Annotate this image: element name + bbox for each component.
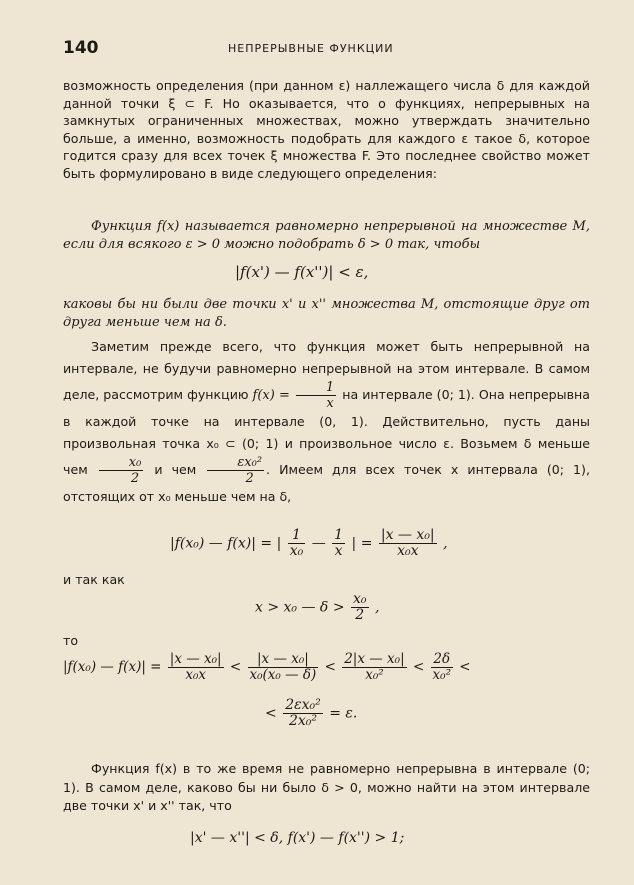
formula-inequality-x <box>255 592 379 623</box>
paragraph-2-text-c: . Имеем для всех точек x интервала (0; 1), отстоящих от x₀ меньше чем на δ, <box>63 462 590 504</box>
formula-estimate-chain <box>63 652 471 683</box>
paragraph-2-text-b: на интервале (0; 1). Она непрерывна в каждой точке на интервале (0, 1). Действительно, пусть даны произвольная точка x₀ ⊂ (0; 1) и произвольное число ε. Возьмем δ меньше чем <box>63 387 590 477</box>
formula-lhs: x > x₀ — δ > <box>255 599 345 616</box>
and-since-text: и так как <box>63 572 125 587</box>
fraction-one-over-x <box>296 380 336 411</box>
fraction-denominator: x <box>326 396 334 411</box>
formula-tail: , <box>374 599 380 616</box>
fraction-numerator: 2εx₀² <box>285 697 321 713</box>
paragraph-3: Функция f(x) в то же время не равномерно непрерывна в интервале (0; 1). В самом деле, каково бы ни было δ > 0, можно найти на этом интервале две точки x' и x'' так, что <box>63 761 590 813</box>
minus-sign: — <box>311 535 326 552</box>
less-than-sign: < <box>412 659 425 675</box>
paragraph-1: возможность определения (при данном ε) наллежащего числа δ для каждой данной точки ξ ⊂ F. Но оказывается, что о функциях, непрерывных на замкнутых ограниченных множествах, можно утверждать значительно больше, а именно, возможность подобрать для каждого ε такое δ, которое годится сразу для всех точек ξ множества F. Это последнее свойство может быть формулировано в виде следующего определения: <box>63 78 590 181</box>
fraction-x0-over-2 <box>99 455 144 486</box>
fraction-abs-over-x0x <box>379 528 437 559</box>
formula-result-epsilon <box>265 698 357 729</box>
page-number: 140 <box>63 38 99 58</box>
definition: Функция f(x) называется равномерно непрерывной на множестве M, если для всякого ε > 0 можно подобрать δ > 0 так, чтобы <box>63 219 590 252</box>
definition-continuation: каковы бы ни были две точки x' и x'' множества M, отстоящие друг от друга меньше чем на δ. <box>63 297 590 330</box>
fraction-x0-over-2 <box>351 592 369 623</box>
fraction-estimate-2 <box>248 652 319 683</box>
fraction-numerator: 1 <box>288 528 306 544</box>
fraction-denominator: x <box>334 543 343 559</box>
fraction-estimate-4 <box>431 652 453 683</box>
fraction-denominator: 2 <box>355 607 365 623</box>
formula-lhs: |f(x₀) — f(x)| = <box>63 659 162 675</box>
fraction-1-over-x0 <box>288 528 306 559</box>
formula-tail: , <box>443 535 448 552</box>
formula-final: |x' — x''| < δ, f(x') — f(x'') > 1; <box>190 830 405 846</box>
paragraph-2-text-a: Заметим прежде всего, что функция может быть непрерывной на интервале, не будучи равномерно непрерывной на этом интервале. В самом деле, рассмотрим функцию <box>63 339 590 402</box>
fraction-denominator: 2 <box>130 471 140 486</box>
formula-uniform-continuity: |f(x') — f(x'')| < ε, <box>235 263 369 281</box>
fraction-denominator: x₀ <box>289 543 304 559</box>
fraction-numerator: |x — x₀| <box>248 652 319 668</box>
running-title: НЕПРЕРЫВНЫЕ ФУНКЦИИ <box>228 42 394 55</box>
then-text: то <box>63 633 79 648</box>
fraction-numerator: 1 <box>334 527 344 543</box>
less-than-sign: < <box>459 659 471 675</box>
fraction-eps-x0sq-over-2 <box>207 455 264 486</box>
formula-difference <box>170 528 448 559</box>
formula-tail: = ε. <box>329 705 358 722</box>
conjunction: и чем <box>154 462 197 477</box>
fraction-result <box>283 698 323 729</box>
less-than-sign: < <box>229 659 242 675</box>
formula-mid: | = <box>351 535 373 552</box>
fraction-numerator: |x — x₀| <box>169 651 222 667</box>
fraction-1-over-x <box>332 528 345 559</box>
fraction-numerator: 2δ <box>431 652 453 668</box>
function-definition: f(x) = <box>252 388 290 403</box>
fraction-numerator: |x — x₀| <box>380 527 435 543</box>
fraction-numerator: 2|x — x₀| <box>344 651 405 667</box>
fraction-estimate-3 <box>342 652 406 683</box>
less-than-sign: < <box>265 705 277 722</box>
fraction-numerator: x₀ <box>353 591 367 607</box>
fraction-denominator: x₀x <box>185 667 207 683</box>
fraction-numerator: 1 <box>296 380 336 396</box>
fraction-denominator: x₀(x₀ — δ) <box>249 667 317 683</box>
fraction-estimate-1 <box>168 652 224 683</box>
formula-lhs: |f(x₀) — f(x)| = | <box>170 535 282 552</box>
fraction-denominator: x₀² <box>365 667 384 683</box>
fraction-denominator: 2x₀² <box>288 713 317 729</box>
fraction-denominator: x₀² <box>432 667 451 683</box>
fraction-numerator: x₀ <box>99 455 144 471</box>
fraction-denominator: 2 <box>245 471 254 486</box>
fraction-numerator: εx₀² <box>207 455 264 471</box>
paragraph-2 <box>63 336 590 508</box>
fraction-denominator: x₀x <box>397 543 419 559</box>
less-than-sign: < <box>324 659 336 675</box>
